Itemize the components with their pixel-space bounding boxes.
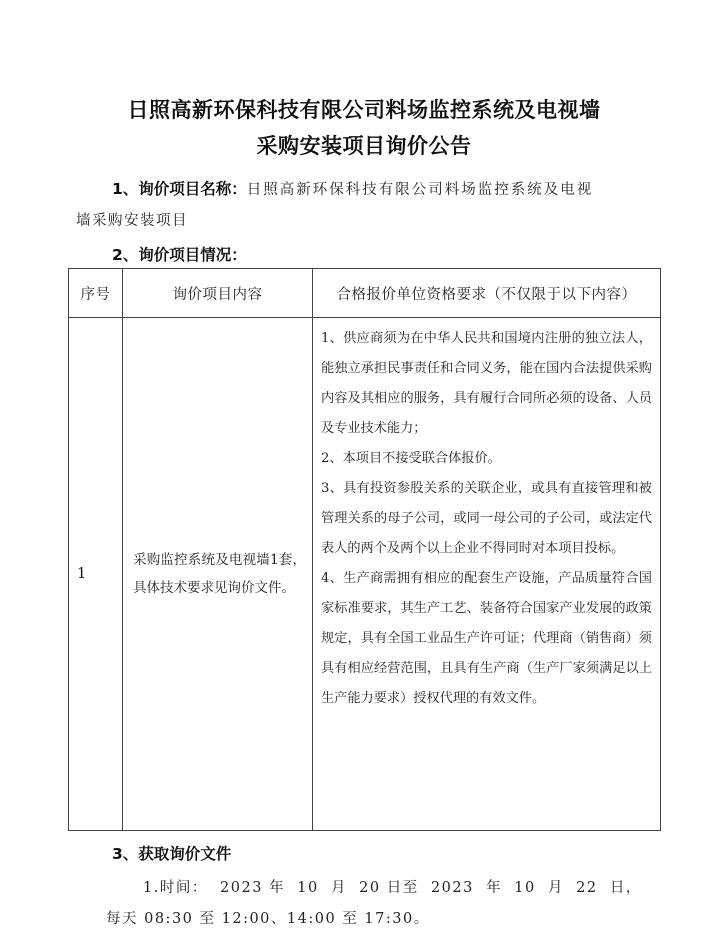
requirement-4: 4、生产商需拥有相应的配套生产设施，产品质量符合国家标准要求，其生产工艺、装备符合国家产业发展的政策规定，具有全国工业品生产许可证；代理商（销售商）须具有相应经营范围，且具有生产商（生产厂家须满足以上生产能力要求）授权代理的有效文件。 xyxy=(321,571,652,706)
table-header-row xyxy=(69,269,661,318)
requirements-table xyxy=(68,268,661,831)
row-item: 采购监控系统及电视墙1套，具体技术要求见询价文件。 xyxy=(123,318,313,831)
section1-line xyxy=(112,177,593,199)
header-serial: 序号 xyxy=(69,269,123,318)
requirement-3: 3、具有投资参股关系的关联企业，或具有直接管理和被管理关系的母子公司，或同一母公司的子公司，或法定代表人的两个及两个以上企业不得同时对本项目投标。 xyxy=(321,481,652,556)
document-title-line1: 日照高新环保科技有限公司料场监控系统及电视墙 xyxy=(127,98,601,122)
requirement-1: 1、供应商须为在中华人民共和国境内注册的独立法人，能独立承担民事责任和合同义务，能在国内合法提供采购内容及其相应的服务，具有履行合同所必须的设备、人员及专业技术能力； xyxy=(321,331,652,436)
section3-heading: 3、获取询价文件 xyxy=(112,845,232,863)
row-requirements xyxy=(313,318,661,831)
requirement-2: 2、本项目不接受联合体报价。 xyxy=(321,451,501,466)
section1-value-line1: 日照高新环保科技有限公司料场监控系统及电视 xyxy=(246,182,594,198)
section2-heading: 2、询价项目情况： xyxy=(112,246,247,264)
row-serial: 1 xyxy=(69,318,123,831)
document-title-line2: 采购安装项目询价公告 xyxy=(256,134,472,158)
header-item: 询价项目内容 xyxy=(123,269,313,318)
section1-value-line2: 墙采购安装项目 xyxy=(76,213,188,229)
section1-heading: 1、询价项目名称： xyxy=(112,180,247,198)
section3-time-line2: 每天 08:30 至 12:00、14:00 至 17:30。 xyxy=(106,911,430,927)
section3-time-line1: 1.时间： 2023 年 10 月 20 日至 2023 年 10 月 22 日， xyxy=(143,880,642,896)
table-row xyxy=(69,318,661,831)
header-requirements: 合格报价单位资格要求（不仅限于以下内容） xyxy=(313,269,661,318)
